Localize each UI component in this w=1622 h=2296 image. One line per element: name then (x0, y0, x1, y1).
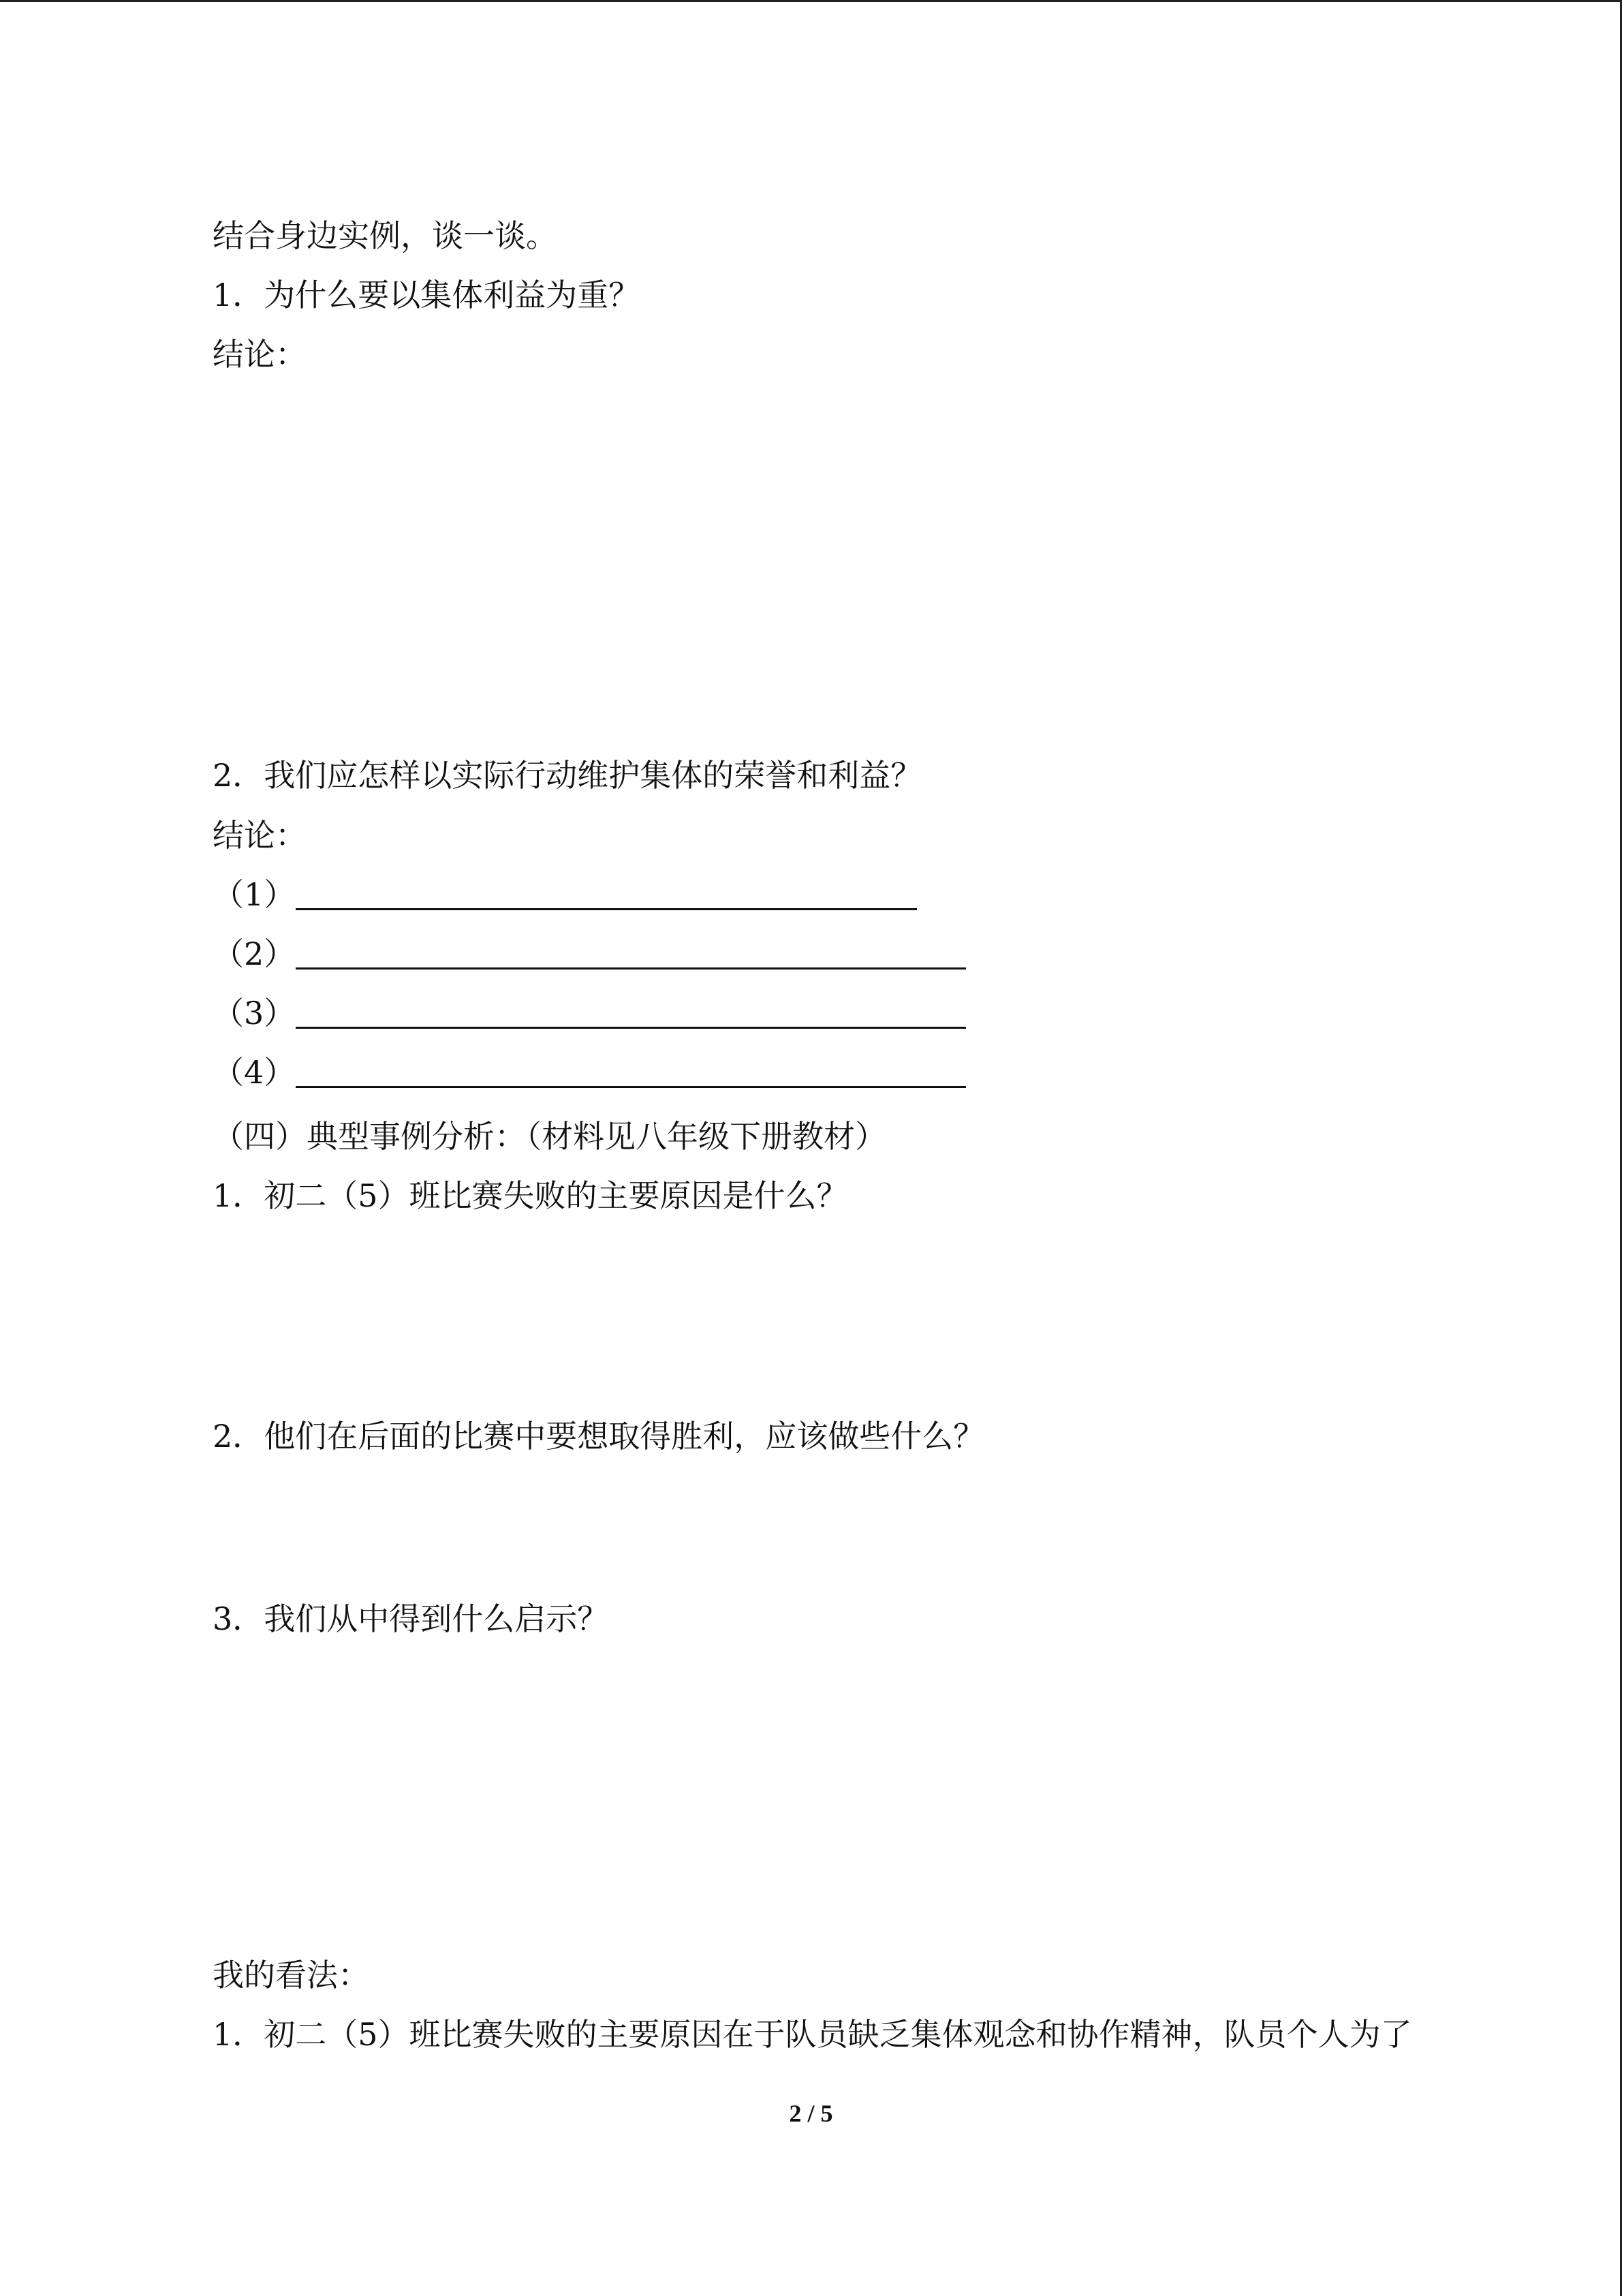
question-2: 2．我们应怎样以实际行动维护集体的荣誉和利益？ (213, 757, 922, 794)
my-view-label: 我的看法： (213, 1957, 369, 1994)
blank-number: （1） (213, 876, 296, 913)
answer-blank-2 (213, 933, 295, 974)
section-4-heading: （四）典型事例分析：（材料见八年级下册教材） (213, 1118, 886, 1155)
page-number: 2 / 5 (789, 2100, 833, 2127)
answer-blank-1 (213, 874, 295, 915)
blank-underline (296, 908, 917, 910)
case-question-2: 2．他们在后面的比赛中要想取得胜利，应该做些什么？ (213, 1418, 985, 1455)
blank-underline (296, 1086, 966, 1088)
answer-blank-3 (213, 993, 295, 1034)
case-question-3: 3．我们从中得到什么启示？ (213, 1600, 609, 1637)
intro-text: 结合身边实例，谈一谈。 (213, 217, 557, 254)
my-view-answer-1: 1．初二（5）班比赛失败的主要原因在于队员缺乏集体观念和协作精神，队员个人为了 (213, 2016, 1412, 2053)
case-question-1: 1．初二（5）班比赛失败的主要原因是什么？ (213, 1177, 848, 1214)
blank-underline (296, 1027, 966, 1029)
answer-blank-4 (213, 1052, 295, 1093)
conclusion-label-2: 结论： (213, 817, 307, 854)
blank-number: （2） (213, 935, 296, 972)
blank-underline (296, 967, 966, 969)
conclusion-label-1: 结论： (213, 336, 307, 373)
blank-number: （3） (213, 995, 296, 1031)
question-1: 1．为什么要以集体利益为重？ (213, 277, 640, 313)
blank-number: （4） (213, 1054, 296, 1091)
